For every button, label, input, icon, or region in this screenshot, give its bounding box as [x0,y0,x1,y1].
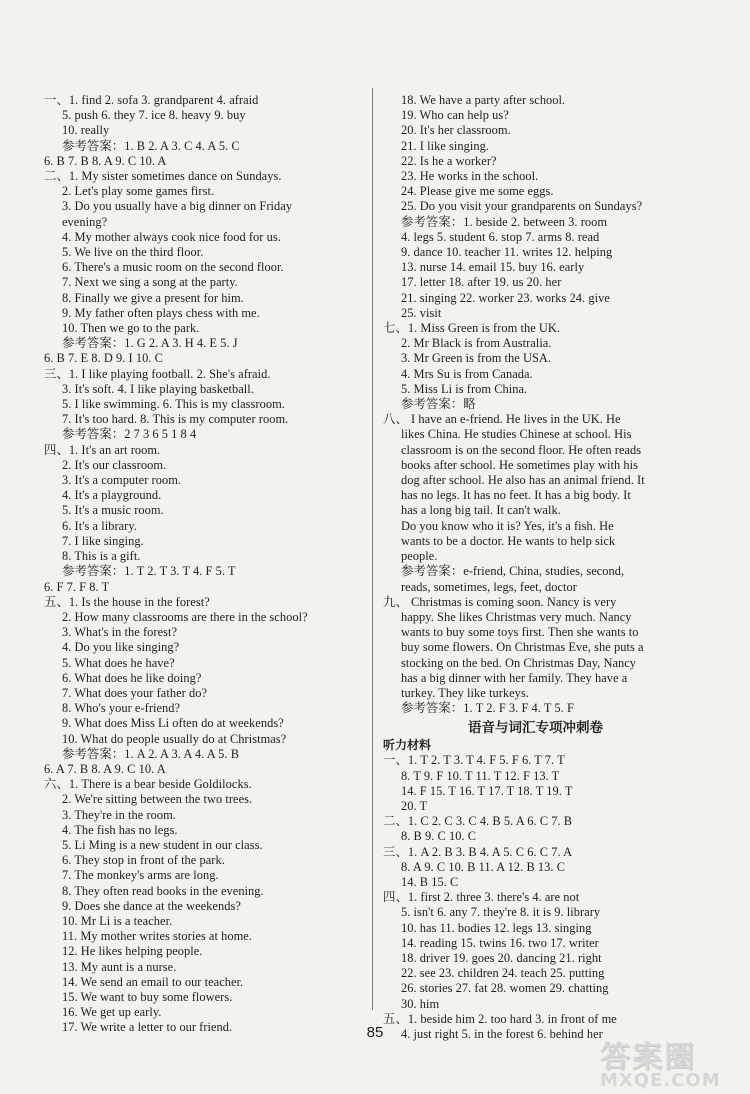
answer-line: 10. Then we go to the park. [62,321,200,336]
answer-line: 9. My father often plays chess with me. [62,305,260,320]
answer-line: 5. What does he have? [62,655,175,670]
answer-line: 3. Do you usually have a big dinner on Friday [62,199,293,214]
answer-line: 25. Do you visit your grandparents on Sundays? [401,199,643,214]
answer-line: 14. F 15. T 16. T 17. T 18. T 19. T [401,783,573,798]
watermark-bottom-text: MXQE.COM [600,1070,721,1091]
answer-line: 5. I like swimming. 6. This is my classroom. [62,397,285,412]
right-column-lines-continued [383,753,688,1042]
answer-line: 四、1. first 2. three 3. there's 4. are not [383,890,580,905]
answer-line: buy some flowers. On Christmas Eve, she puts a [401,640,644,655]
answer-line: 17. We write a letter to our friend. [62,1020,233,1035]
answer-line: 10. really [62,123,110,138]
answer-line: evening? [62,214,108,229]
answer-line: 10. has 11. bodies 12. legs 13. singing [401,920,592,935]
answer-line: 7. Next we sing a song at the party. [62,275,238,290]
watermark-top-text: 答案圈 [600,1040,696,1075]
answer-line: wants to be a doctor. He wants to help sick [401,533,616,548]
answer-line: 6. B 7. E 8. D 9. I 10. C [44,351,163,366]
answer-line: 9. What does Miss Li often do at weekends? [62,716,284,731]
answer-line: 2. It's our classroom. [62,457,167,472]
answer-line: 18. We have a party after school. [401,93,566,107]
answer-line: 14. reading 15. twins 16. two 17. writer [401,935,599,950]
answer-line: 10. What do people usually do at Christmas? [62,731,287,746]
answer-line: 15. We want to buy some flowers. [62,989,233,1004]
answer-line: 4. The fish has no legs. [62,822,178,837]
answer-line: 13. nurse 14. email 15. buy 16. early [401,260,585,275]
answer-line: 4. Do you like singing? [62,640,180,655]
answer-line: has no legs. It has no feet. It has a big body. It [401,488,631,503]
answer-line: 五、1. Is the house in the forest? [44,594,210,609]
answer-line: 9. dance 10. teacher 11. writes 12. helping [401,245,613,260]
answer-line: 5. push 6. they 7. ice 8. heavy 9. buy [62,108,246,123]
answer-line: 2. Let's play some games first. [62,184,215,199]
answer-line: 5. Li Ming is a new student in our class. [62,837,263,852]
answer-line: 2. Mr Black is from Australia. [401,336,552,351]
answer-line: 参考答案：2 7 3 6 5 1 8 4 [62,427,197,442]
answer-line: 参考答案：1. beside 2. between 3. room [401,214,608,229]
answer-line: 21. singing 22. worker 23. works 24. give [401,290,610,305]
answer-line: turkey. They like turkeys. [401,685,529,700]
answer-line: 9. Does she dance at the weekends? [62,898,241,913]
answer-line: 5. We live on the third floor. [62,245,204,260]
answer-line: 参考答案：略 [401,397,476,412]
answer-line: 13. My aunt is a nurse. [62,959,177,974]
answer-line: 3. They're in the room. [62,807,176,822]
answer-line: 14. B 15. C [401,874,459,889]
answer-line: 8. B 9. C 10. C [401,829,477,844]
answer-line: 八、 I have an e-friend. He lives in the UK. He [383,412,621,427]
answer-line: 8. This is a gift. [62,549,141,564]
answer-line: 20. It's her classroom. [401,123,511,138]
watermark-logo [592,1032,742,1092]
answer-line: books after school. He sometimes play with his [401,457,638,472]
answer-line: reads, sometimes, legs, feet, doctor [401,579,577,594]
answer-line: 25. visit [401,305,442,320]
answer-line: 二、1. C 2. C 3. C 4. B 5. A 6. C 7. B [383,814,573,829]
answer-line: 7. It's too hard. 8. This is my computer room. [62,412,289,427]
answer-line: 24. Please give me some eggs. [401,184,554,199]
answer-line: 22. see 23. children 24. teach 25. putting [401,966,605,981]
answer-line: 3. It's soft. 4. I like playing basketball. [62,381,254,396]
answer-line: 30. him [401,996,440,1011]
answer-line: 4. just right 5. in the forest 6. behind her [401,1026,603,1041]
answer-line: 8. They often read books in the evening. [62,883,264,898]
answer-line: 26. stories 27. fat 28. women 29. chatting [401,981,609,996]
right-column [383,93,688,1042]
answer-line: 一、1. T 2. T 3. T 4. F 5. F 6. T 7. T [383,753,565,768]
page-number: 85 [366,1024,384,1041]
answer-line: 6. F 7. F 8. T [44,579,110,594]
answer-line: 10. Mr Li is a teacher. [62,913,173,928]
answer-line: 3. Mr Green is from the USA. [401,351,552,366]
answer-line: has a long big tail. It can't walk. [401,503,561,518]
answer-line: 参考答案：1. B 2. A 3. C 4. A 5. C [62,138,240,153]
answer-line: 六、1. There is a bear beside Goldilocks. [44,777,252,792]
answer-line: happy. She likes Christmas very much. Nancy [401,609,632,624]
answer-line: 参考答案：1. A 2. A 3. A 4. A 5. B [62,746,240,761]
answer-line: 3. It's a computer room. [62,473,182,488]
answer-line: 6. B 7. B 8. A 9. C 10. A [44,153,167,168]
answer-line: classroom is on the second floor. He often reads [401,442,642,457]
answer-line: 4. Mrs Su is from Canada. [401,366,533,381]
answer-line: 三、1. I like playing football. 2. She's afraid. [44,366,271,381]
left-column [44,93,362,1036]
answer-line: 6. What does he like doing? [62,670,202,685]
answer-line: 九、 Christmas is coming soon. Nancy is very [383,594,617,609]
answer-line: 四、1. It's an art room. [44,442,161,457]
answer-line: 5. isn't 6. any 7. they're 8. it is 9. library [401,905,601,920]
answer-line: stocking on the bed. On Christmas Day, Nancy [401,655,637,670]
answer-line: people. [401,549,438,564]
section-title: 语音与词汇专项冲刺卷 [468,720,603,737]
answer-line: 5. It's a music room. [62,503,164,518]
answer-line: likes China. He studies Chinese at school. His [401,427,632,442]
answer-line: 参考答案：e-friend, China, studies, second, [401,564,625,579]
answer-line: 参考答案：1. T 2. F 3. F 4. T 5. F [401,701,574,716]
answer-line: 7. What does your father do? [62,685,207,700]
answer-line: 5. Miss Li is from China. [401,381,528,396]
answer-line: 参考答案：1. T 2. T 3. T 4. F 5. T [62,564,236,579]
answer-line: 16. We get up early. [62,1005,162,1020]
answer-line: 一、1. find 2. sofa 3. grandparent 4. afraid [44,93,259,107]
answer-line: 22. Is he a worker? [401,153,497,168]
answer-line: 2. How many classrooms are there in the school? [62,609,308,624]
answer-line: 21. I like singing. [401,138,490,153]
answer-line: 11. My mother writes stories at home. [62,929,252,944]
column-divider [372,88,373,1010]
right-column-lines [383,93,688,716]
answer-line: 七、1. Miss Green is from the UK. [383,321,561,336]
answer-line: 17. letter 18. after 19. us 20. her [401,275,562,290]
answer-line: 6. They stop in front of the park. [62,853,225,868]
answer-line: 五、1. beside him 2. too hard 3. in front of me [383,1011,617,1026]
answer-line: 18. driver 19. goes 20. dancing 21. right [401,950,602,965]
answer-line: 2. We're sitting between the two trees. [62,792,253,807]
answer-line: 6. It's a library. [62,518,137,533]
answer-line: 4. legs 5. student 6. stop 7. arms 8. read [401,229,600,244]
answer-line: 12. He likes helping people. [62,944,203,959]
answer-line: 6. There's a music room on the second floor. [62,260,284,275]
answer-line: 二、1. My sister sometimes dance on Sundays. [44,169,282,184]
answer-line: 19. Who can help us? [401,108,509,123]
left-column-lines [44,93,362,1036]
answer-line: wants to buy some toys first. Then she wants to [401,625,639,640]
answer-line: 8. Who's your e-friend? [62,701,181,716]
answer-line: 23. He works in the school. [401,169,539,184]
answer-line: 三、1. A 2. B 3. B 4. A 5. C 6. C 7. A [383,844,573,859]
answer-line: 8. Finally we give a present for him. [62,290,244,305]
answer-line: 8. A 9. C 10. B 11. A 12. B 13. C [401,859,566,874]
answer-line: 14. We send an email to our teacher. [62,974,244,989]
answer-line: 7. I like singing. [62,533,144,548]
answer-line: Do you know who it is? Yes, it's a fish. He [401,518,614,533]
answer-line: 6. A 7. B 8. A 9. C 10. A [44,761,166,776]
answer-line: 4. My mother always cook nice food for us. [62,229,281,244]
answer-line: 8. T 9. F 10. T 11. T 12. F 13. T [401,768,560,783]
answer-line: 参考答案：1. G 2. A 3. H 4. E 5. J [62,336,238,351]
listening-material-heading: 听力材料 [383,738,432,753]
answer-line: 4. It's a playground. [62,488,162,503]
answer-line: 3. What's in the forest? [62,625,178,640]
answer-line: 20. T [401,798,428,813]
answer-line: dog after school. He also has an animal friend. It [401,473,645,488]
answer-line: 7. The monkey's arms are long. [62,868,219,883]
answer-line: has a big dinner with her family. They have a [401,670,628,685]
